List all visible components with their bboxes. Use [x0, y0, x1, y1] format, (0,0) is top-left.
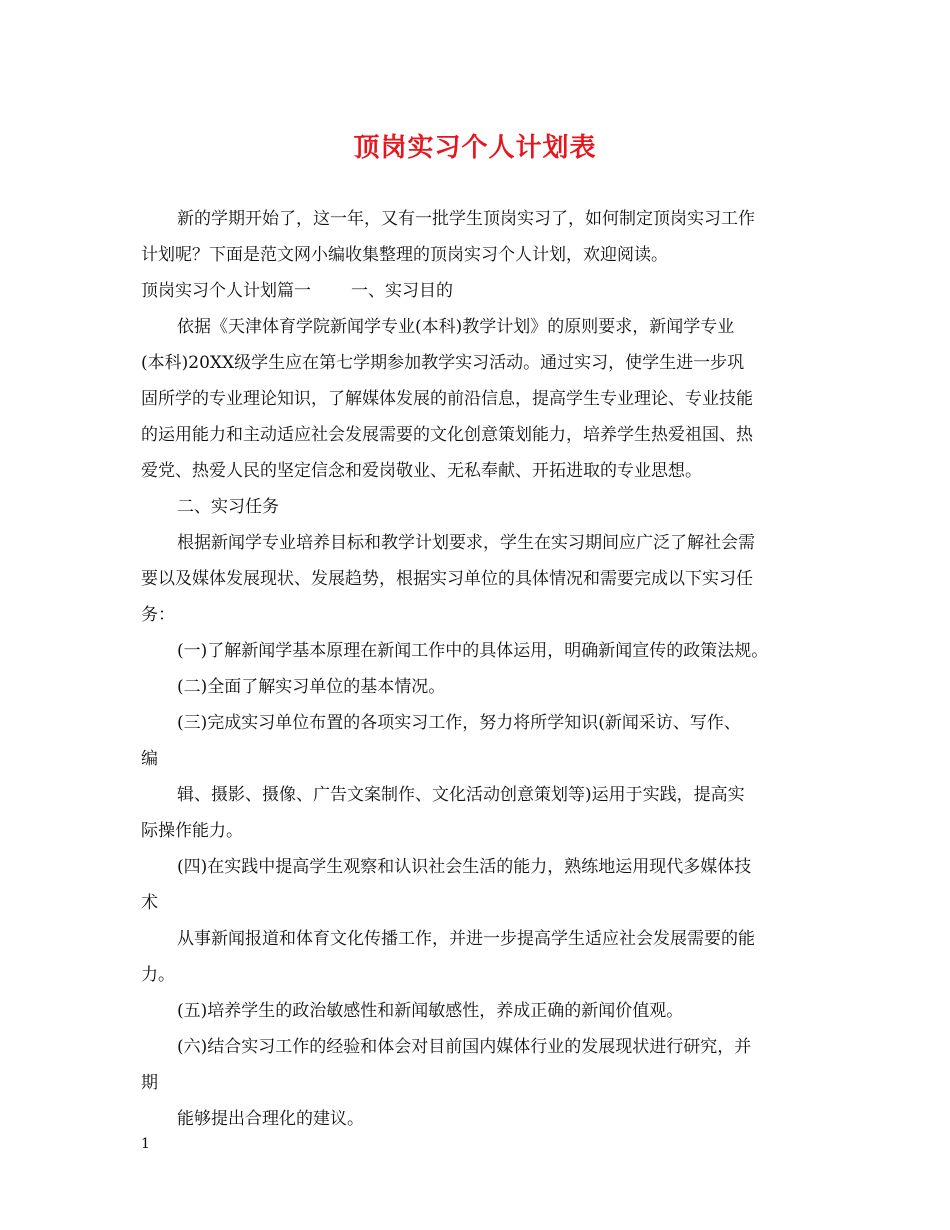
paragraph-line: 爱党、热爱人民的坚定信念和爱岗敬业、无私奉献、开拓进取的专业思想。 [141, 461, 702, 481]
list-item-line: 际操作能力。 [141, 821, 243, 841]
list-item-line: (二)全面了解实习单位的基本情况。 [177, 677, 446, 697]
section-heading-left: 顶岗实习个人计划篇一 [141, 281, 311, 301]
paragraph-line: (本科)20XX级学生应在第七学期参加教学实习活动。通过实习，使学生进一步巩 [141, 353, 745, 373]
list-item-line: 力。 [141, 965, 175, 985]
list-item-line: 能够提出合理化的建议。 [177, 1109, 364, 1129]
list-item-line: (三)完成实习单位布置的各项实习工作，努力将所学知识(新闻采访、写作、 [177, 713, 741, 733]
document-body [141, 201, 831, 1137]
list-item-line: (一)了解新闻学基本原理在新闻工作中的具体运用，明确新闻宣传的政策法规。 [177, 641, 769, 661]
paragraph-line: 的运用能力和主动适应社会发展需要的文化创意策划能力，培养学生热爱祖国、热 [141, 425, 753, 445]
section-heading-right: 一、实习目的 [351, 281, 453, 301]
list-item-line: (五)培养学生的政治敏感性和新闻敏感性，养成正确的新闻价值观。 [177, 1001, 684, 1021]
paragraph-line: 务： [141, 605, 175, 625]
paragraph-line: 固所学的专业理论知识，了解媒体发展的前沿信息，提高学生专业理论、专业技能 [141, 389, 753, 409]
paragraph-line: 新的学期开始了，这一年，又有一批学生顶岗实习了，如何制定顶岗实习工作 [177, 209, 755, 229]
subheading-line: 二、实习任务 [177, 497, 279, 517]
list-item-line: 辑、摄影、摄像、广告文案制作、文化活动创意策划等)运用于实践，提高实 [177, 785, 745, 805]
list-item-line: (六)结合实习工作的经验和体会对目前国内媒体行业的发展现状进行研究，并 [177, 1037, 752, 1057]
document-title: 顶岗实习个人计划表 [353, 133, 597, 163]
list-item-line: 术 [141, 893, 158, 913]
list-item-line: 编 [141, 749, 158, 769]
section-heading-line [141, 273, 831, 309]
paragraph-line: 计划呢？下面是范文网小编收集整理的顶岗实习个人计划，欢迎阅读。 [141, 245, 668, 265]
page-number: 1 [141, 1136, 150, 1152]
list-item-line: 期 [141, 1073, 158, 1093]
paragraph-line: 依据《天津体育学院新闻学专业(本科)教学计划》的原则要求，新闻学专业 [177, 317, 735, 337]
paragraph-line: 根据新闻学专业培养目标和教学计划要求，学生在实习期间应广泛了解社会需 [177, 533, 755, 553]
paragraph-line: 要以及媒体发展现状、发展趋势，根据实习单位的具体情况和需要完成以下实习任 [141, 569, 753, 589]
list-item-line: (四)在实践中提高学生观察和认识社会生活的能力，熟练地运用现代多媒体技 [177, 857, 752, 877]
list-item-line: 从事新闻报道和体育文化传播工作，并进一步提高学生适应社会发展需要的能 [177, 929, 755, 949]
